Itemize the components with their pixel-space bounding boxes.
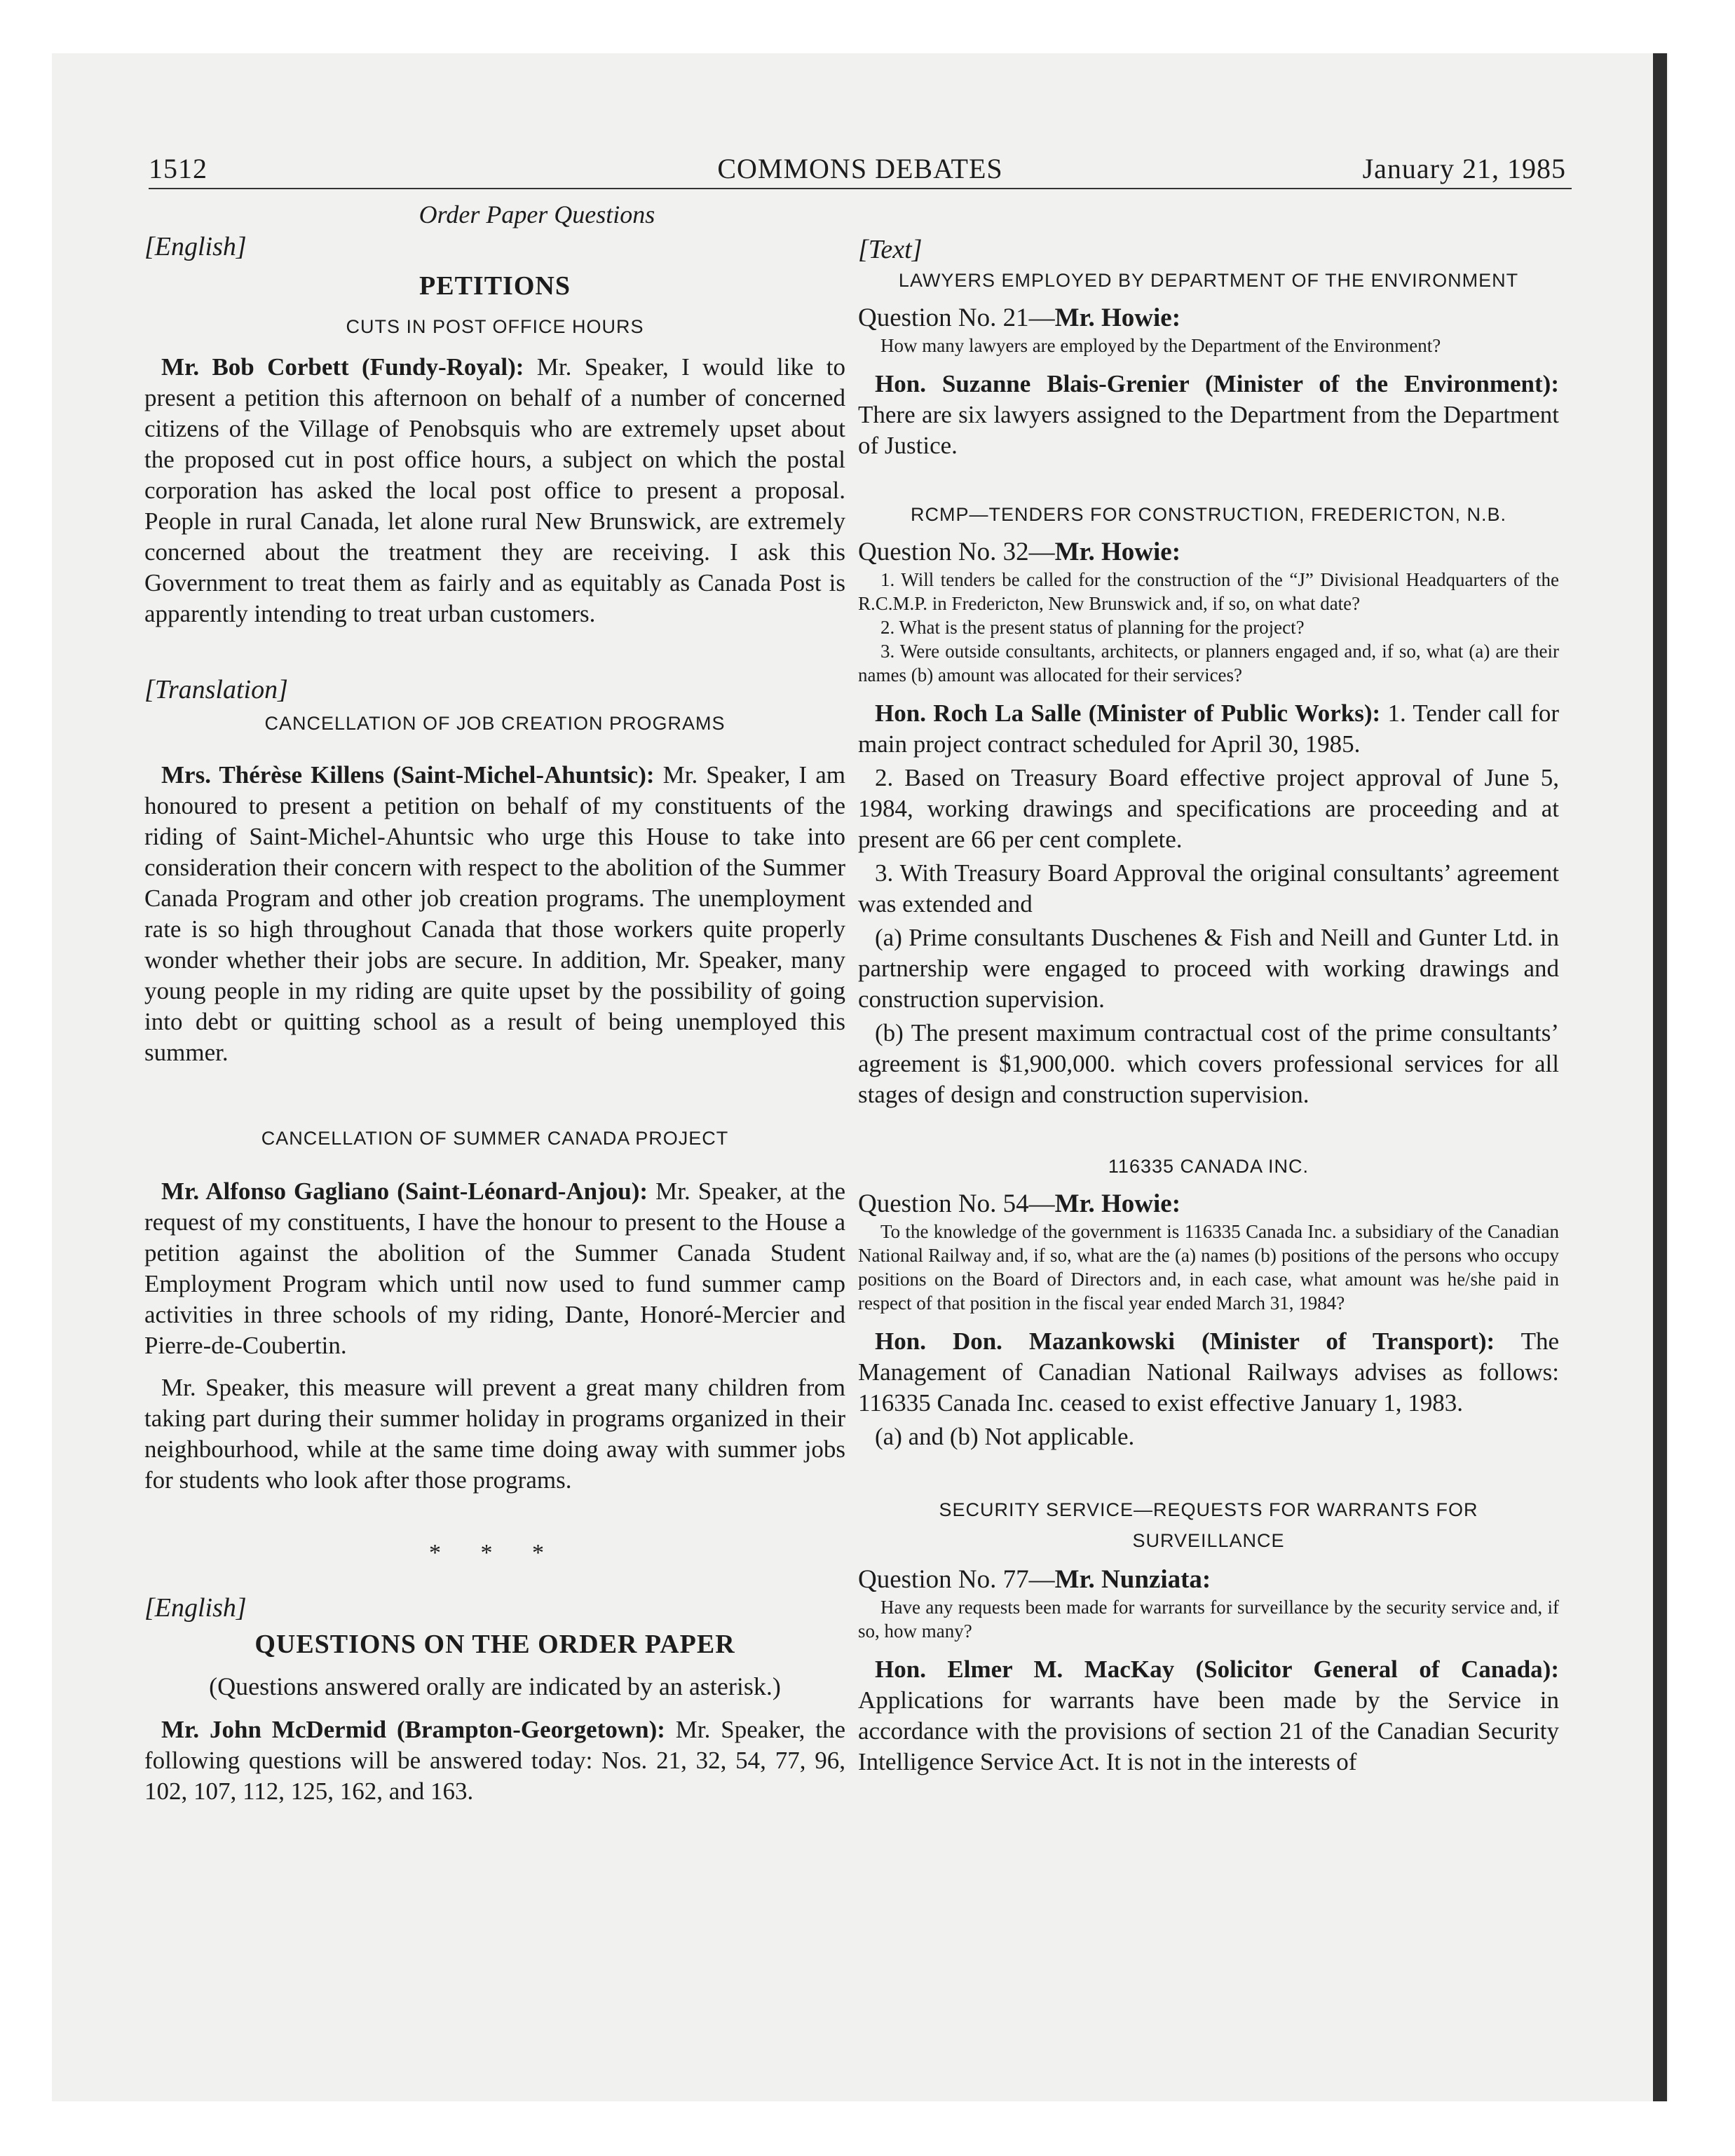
section-separator: * * * (429, 1540, 561, 1566)
answer-paragraph: Hon. Elmer M. MacKay (Solicitor General of Canada): Applications for warrants have been made by the Service in accordance with the provisions of section 21 of the Canadian Security Intelligence Service Act. It is not in the interests of (858, 1656, 1559, 1775)
section-heading: CANCELLATION OF SUMMER CANADA PROJECT (261, 1128, 729, 1149)
speaker-name: Mrs. Thérèse Killens (Saint-Michel-Ahuntsic): (161, 761, 655, 789)
speaker-name: Mr. Alfonso Gagliano (Saint-Léonard-Anjou): (161, 1178, 648, 1205)
questions-note: (Questions answered orally are indicated by an asterisk.) (209, 1672, 781, 1700)
section-subtitle: Order Paper Questions (419, 200, 655, 228)
speaker-name: Mr. Bob Corbett (Fundy-Royal): (161, 353, 524, 381)
header-date: January 21, 1985 (1362, 153, 1566, 184)
speaker-name: Mr. John McDermid (Brampton-Georgetown): (161, 1716, 665, 1743)
speaker-name: Hon. Elmer M. MacKay (Solicitor General of Canada): (875, 1656, 1559, 1683)
question-label: Question No. 77—Mr. Nunziata: (858, 1565, 1211, 1594)
speech-paragraph: Mrs. Thérèse Killens (Saint-Michel-Ahuntsic): Mr. Speaker, I am honoured to present a petition on behalf of my constituents of the riding of Saint-Michel-Ahuntsic who urge this House to take into consideration their concern with respect to the abolition of the Summer Canada Program and other job creation programs. The unemployment rate is so high throughout Canada that those workers quite properly wonder whether their jobs are secure. In addition, Mr. Speaker, many young people in my riding are quite upset by the possibility of going into debt or quitting school as a result of being unemployed this summer. (144, 761, 845, 1066)
page-edge-shadow (1653, 53, 1667, 2101)
right-column (858, 199, 1559, 1778)
answer-paragraph: (a) Prime consultants Duschenes & Fish and Neill and Gunter Ltd. in partnership were engaged to proceed with working drawings and construction supervision. (858, 924, 1559, 1013)
question-text: To the knowledge of the government is 116335 Canada Inc. a subsidiary of the Canadian National Railway and, if so, what are the (a) names (b) positions of the persons who occupy positions on the Board of Directors and, in each case, what amount was he/she paid in respect of that position in the fiscal year ended March 31, 1984? (858, 1221, 1559, 1314)
language-marker: [Text] (858, 235, 923, 264)
language-marker: [English] (144, 232, 247, 261)
question-text: Have any requests been made for warrants for surveillance by the security service and, if so, how many? (858, 1597, 1559, 1642)
page-number: 1512 (149, 153, 207, 184)
left-column (144, 199, 845, 1807)
language-marker: [Translation] (144, 675, 288, 704)
question-heading: 116335 CANADA INC. (1108, 1156, 1309, 1177)
speaker-name: Hon. Don. Mazankowski (Minister of Transport): (875, 1328, 1495, 1355)
answer-paragraph: Hon. Suzanne Blais-Grenier (Minister of the Environment): There are six lawyers assigned to the Department from the Department of Justice. (858, 370, 1559, 459)
answer-paragraph: Hon. Roch La Salle (Minister of Public Works): 1. Tender call for main project contract scheduled for April 30, 1985. (858, 700, 1560, 758)
answer-paragraph: 3. With Treasury Board Approval the original consultants’ agreement was extended and (858, 859, 1559, 917)
questions-heading: QUESTIONS ON THE ORDER PAPER (254, 1630, 735, 1659)
journal-title: COMMONS DEBATES (717, 153, 1003, 184)
question-text: 3. Were outside consultants, architects, or planners engaged and, if so, what (a) are their names (b) amount was allocated for their services? (858, 641, 1559, 685)
question-label: Question No. 32—Mr. Howie: (858, 538, 1181, 566)
question-label: Question No. 21—Mr. Howie: (858, 303, 1181, 332)
speech-paragraph: Mr. Speaker, this measure will prevent a great many children from taking part during their summer holiday in programs organized in their neighbourhood, while at the same time doing away with summer jobs for students who look after those programs. (144, 1374, 845, 1494)
speech-paragraph: Mr. John McDermid (Brampton-Georgetown): Mr. Speaker, the following questions will be answered today: Nos. 21, 32, 54, 77, 96, 102, 107, 112, 125, 162, and 163. (144, 1716, 845, 1805)
running-header (149, 146, 1572, 189)
answer-paragraph: 2. Based on Treasury Board effective project approval of June 5, 1984, working drawings and specifications are proceeding and at present are 66 per cent complete. (858, 764, 1559, 853)
question-label: Question No. 54—Mr. Howie: (858, 1189, 1181, 1218)
section-heading: CANCELLATION OF JOB CREATION PROGRAMS (264, 713, 726, 734)
speech-paragraph: Mr. Alfonso Gagliano (Saint-Léonard-Anjou): Mr. Speaker, at the request of my constituents, I have the honour to present to the House a petition against the abolition of the Summer Canada Student Employment Program which until now used to fund summer camp activities in three schools of my riding, Dante, Honoré-Mercier and Pierre-de-Coubertin. (144, 1178, 845, 1359)
answer-paragraph: (a) and (b) Not applicable. (875, 1423, 1135, 1450)
speaker-name: Hon. Suzanne Blais-Grenier (Minister of the Environment): (875, 370, 1559, 397)
question-text: 2. What is the present status of planning for the project? (880, 617, 1305, 638)
section-heading: CUTS IN POST OFFICE HOURS (346, 316, 644, 337)
speech-paragraph: Mr. Bob Corbett (Fundy-Royal): Mr. Speaker, I would like to present a petition this afternoon on behalf of a number of concerned citizens of the Village of Penobsquis who are extremely upset about the proposed cut in post office hours, a subject on which the postal corporation has asked the local post office to present a proposal. People in rural Canada, let alone rural New Brunswick, are extremely concerned about the treatment they are receiving. I ask this Government to treat them as fairly and as equitably as Canada Post is apparently intending to treat urban customers. (144, 353, 846, 627)
petitions-heading: PETITIONS (419, 271, 571, 301)
question-text: 1. Will tenders be called for the construction of the “J” Divisional Headquarters of the R.C.M.P. in Fredericton, New Brunswick and, if so, on what date? (858, 569, 1559, 614)
speaker-name: Hon. Roch La Salle (Minister of Public Works): (875, 700, 1381, 727)
question-heading: LAWYERS EMPLOYED BY DEPARTMENT OF THE ENVIRONMENT (898, 270, 1519, 291)
answer-paragraph: Hon. Don. Mazankowski (Minister of Transport): The Management of Canadian National Railways advises as follows: 116335 Canada Inc. ceased to exist effective January 1, 1983. (858, 1328, 1559, 1417)
language-marker: [English] (144, 1593, 247, 1623)
question-heading: RCMP—TENDERS FOR CONSTRUCTION, FREDERICTON, N.B. (910, 504, 1507, 525)
question-heading: SECURITY SERVICE—REQUESTS FOR WARRANTS FOR SURVEILLANCE (939, 1499, 1478, 1551)
answer-paragraph: (b) The present maximum contractual cost of the prime consultants’ agreement is $1,900,000. which covers professional services for all stages of design and construction supervision. (858, 1019, 1559, 1108)
question-text: How many lawyers are employed by the Department of the Environment? (880, 335, 1441, 356)
